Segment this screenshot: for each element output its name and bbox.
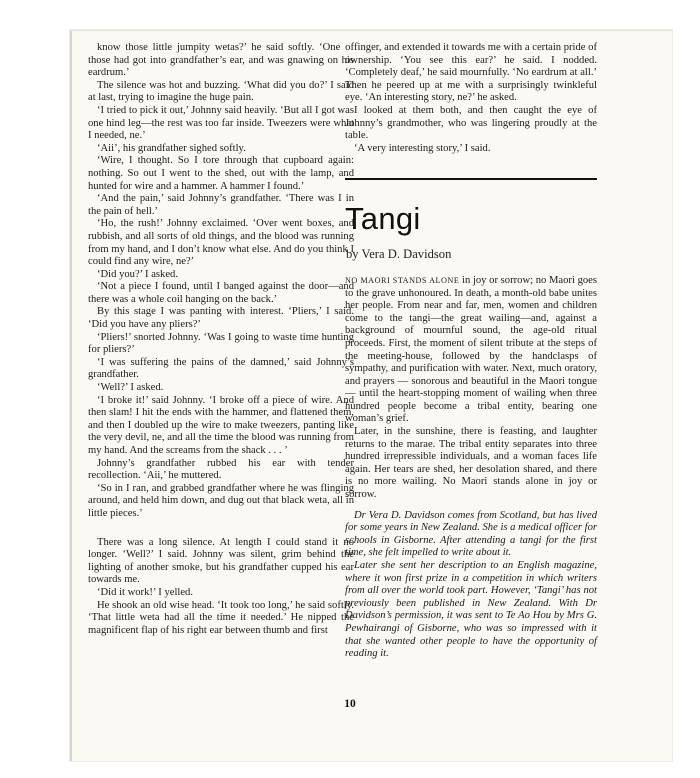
section-divider-rule	[345, 178, 597, 180]
note-paragraph: Later she sent her description to an English magazine, where it won first prize in a competition in which writers from all over the world took part. However, ‘Tangi’ has not previously been published in New Zealand. With Dr Davidson’s permission, it was sent to Te Ao Hou by Mrs G. Pewhairangi of Gisborne, who was so impressed with it that she wanted other people to have the opportunity of reading it.	[345, 560, 597, 660]
right-column	[345, 42, 597, 661]
lead-in-small-caps: NO MAORI STANDS ALONE	[345, 275, 460, 285]
story-paragraph: There was a long silence. At length I could stand it no longer. ‘Well?’ I said. Johnny was silent, grim behind the lighting of another smoke, but his grandfather cupped his ear towards me.	[88, 536, 354, 586]
story-paragraph: ‘Wire, I thought. So I tore through that cupboard again: nothing. So out I went to the shed, out with the lamp, and hunted for wire and a hammer. A hammer I found.’	[88, 155, 354, 192]
section-gap	[88, 521, 354, 537]
article-paragraph-2: Later, in the sunshine, there is feasting, and laughter returns to the marae. The tribal entity separates into three hundred irrepressible individuals, and a woman faces life again. Her tears are shed, her desolation shared, and there is no more wailing. No Maori stands alone in joy or sorrow.	[345, 426, 597, 501]
story-paragraph: ‘And the pain,’ said Johnny’s grandfather. ‘There was I in the pain of hell.’	[88, 193, 354, 217]
story-paragraph: He shook an old wise head. ‘It took too long,’ he said softly. ‘That little weta had all the time it needed.’ He nipped the magnificent flap of his right ear between thumb and first	[88, 599, 354, 636]
story-paragraph: The silence was hot and buzzing. ‘What did you do?’ I said at last, trying to imagine the huge pain.	[88, 79, 354, 104]
left-column	[88, 42, 354, 637]
page-number: 10	[344, 698, 356, 710]
story-paragraph: Johnny’s grandfather rubbed his ear with tender recollection. ‘Aii,’ he muttered.	[88, 457, 354, 482]
article-paragraph-1-text: in joy or sorrow; no Maori goes to the grave unhonoured. In death, a month-old babe unites her people. From near and far, men, women and children come to the tangi—the great wailing—and, against a background of mournful sound, the age-old ritual proceeds. First, the moment of silent tribute at the steps of the meeting-house, followed by the handclasps of sympathy, and purification with water. Next, much oratory, and prayers — sonorous and beautiful in the Maori tongue — until the heart-stopping moment of wailing when three hundred people become a tribal entity, bearing one woman’s grief.	[345, 274, 597, 425]
story-paragraph: ‘So in I ran, and grabbed grandfather where he was flinging around, and held him down, and dug out that black weta, all in little pieces.’	[88, 482, 354, 519]
story-paragraph: ‘Pliers!’ snorted Johnny. ‘Was I going to waste time hunting for pliers?’	[88, 331, 354, 356]
story-paragraph: ‘Aii’, his grandfather sighed softly.	[97, 142, 246, 154]
story-paragraph: I looked at them both, and then caught the eye of Johnny’s grandmother, who was lingering proudly at the table.	[345, 104, 597, 142]
story-continuation-top	[88, 42, 354, 521]
article-byline: by Vera D. Davidson	[346, 247, 452, 262]
story-paragraph: ‘I broke it!’ said Johnny. ‘I broke off a piece of wire. And then slam! I hit the ends with the hammer, and flattened them, and then I doubled up the wire to make tweezers, panting like the very devil, ne, and all the time the blood was running from my hand. And the screams from the shack . . . ’	[88, 394, 354, 456]
author-note	[345, 510, 597, 661]
story-paragraph: ‘Not a piece I found, until I banged against the door—and there was a whole coil hanging on the back.’	[88, 281, 354, 305]
story-paragraph: ‘I was suffering the pains of the damned,’ said Johnny’s grandfather.	[88, 356, 354, 381]
story-paragraph: By this stage I was panting with interest. ‘Pliers,’ I said. ‘Did you have any pliers?’	[88, 306, 354, 331]
story-paragraph: ‘Ho, the rush!’ Johnny exclaimed. ‘Over went boxes, and rubbish, and all sorts of old things, and the blood was running from my hand, and I don’t know what else. And do you think I could find any wire, ne?’	[88, 218, 354, 268]
story-paragraph: finger, and extended it towards me with a certain pride of ownership. ‘You see this ear?’ he said. I nodded. ‘Completely deaf,’ he said mournfully. ‘No eardrum at all.’ Then he peered up at me with a surprisingly twinkleful eye. ‘An interesting story, ne?’ he asked.	[345, 42, 597, 104]
story-paragraph: know those little jumpity wetas?’ he said softly. ‘One of those had got into grandfather’s ear, and was gnawing on his eardrum.’	[88, 42, 354, 79]
story-paragraph: ‘Did it work!’ I yelled.	[97, 586, 194, 598]
note-paragraph: Dr Vera D. Davidson comes from Scotland, but has lived for some years in New Zealand. She is a medical officer for schools in Gisborne. After attending a tangi for the first time, she felt impelled to write about it.	[345, 509, 597, 559]
story-continuation-bottom	[88, 537, 354, 638]
article-paragraph-1	[345, 275, 597, 426]
story-ending	[345, 42, 597, 155]
story-paragraph: ‘Did you?’ I asked.	[97, 268, 178, 280]
story-paragraph: ‘A very interesting story,’ I said.	[354, 142, 491, 154]
article-title: Tangi	[345, 201, 421, 237]
story-paragraph: ‘I tried to pick it out,’ Johnny said heavily. ‘But all I got was one hind leg—the rest was too far inside. Tweezers were what I needed, ne.’	[88, 104, 354, 142]
story-paragraph: ‘Well?’ I asked.	[97, 382, 164, 394]
